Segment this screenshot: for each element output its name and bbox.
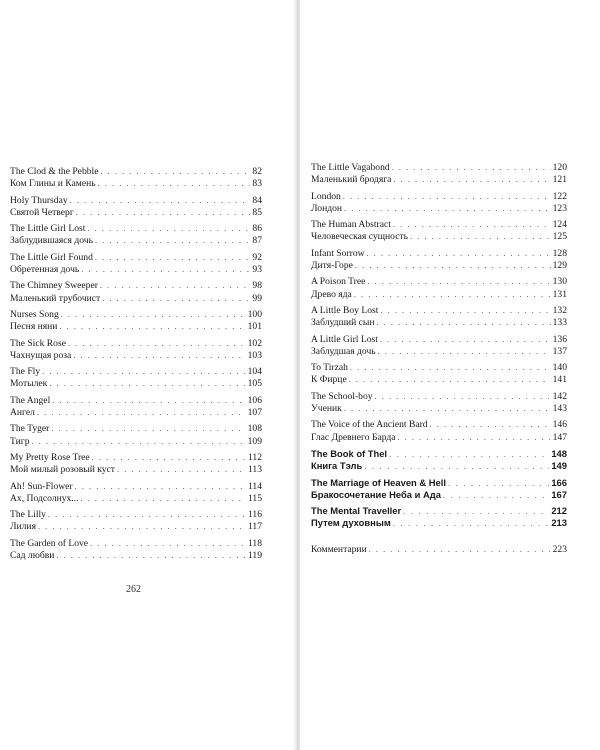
dot-leader bbox=[92, 452, 246, 464]
toc-entry bbox=[10, 395, 262, 420]
toc-title: Песня няни bbox=[10, 321, 58, 333]
dot-leader bbox=[48, 509, 246, 521]
toc-line-translation bbox=[10, 207, 262, 219]
dot-leader bbox=[380, 305, 550, 317]
dot-leader bbox=[354, 289, 551, 301]
toc-line-translation bbox=[311, 517, 567, 529]
toc-line-original bbox=[10, 338, 262, 350]
dot-leader bbox=[350, 362, 551, 374]
dot-leader bbox=[90, 538, 246, 550]
dot-leader bbox=[102, 293, 250, 305]
toc-title: The Marriage of Heaven & Hell bbox=[311, 476, 446, 488]
toc-title: Мой милый розовый куст bbox=[10, 464, 115, 476]
toc-title: Ком Глины и Камень bbox=[10, 178, 96, 190]
dot-leader bbox=[430, 419, 551, 431]
toc-entry bbox=[311, 219, 567, 244]
toc-page-number: 101 bbox=[247, 321, 262, 333]
toc-title: Чахнущая роза bbox=[10, 349, 72, 361]
dot-leader bbox=[367, 276, 550, 288]
right-page bbox=[300, 0, 600, 750]
toc-title: Сад любви bbox=[10, 550, 55, 562]
dot-leader bbox=[443, 490, 549, 502]
toc-line-original bbox=[311, 505, 567, 517]
toc-page-number: 84 bbox=[252, 194, 262, 206]
dot-leader bbox=[68, 338, 246, 350]
toc-page-number: 212 bbox=[551, 505, 567, 517]
toc-page-number: 142 bbox=[552, 390, 567, 402]
toc-title: The Lilly bbox=[10, 509, 46, 521]
toc-page-number: 83 bbox=[252, 178, 262, 190]
toc-line-original bbox=[311, 162, 567, 174]
toc-page-number: 213 bbox=[551, 517, 567, 529]
dot-leader bbox=[32, 436, 246, 448]
toc-entry bbox=[10, 452, 262, 477]
toc-title: Человеческая сущность bbox=[311, 231, 409, 243]
toc-title: The Human Abstract bbox=[311, 219, 391, 231]
dot-leader bbox=[51, 423, 245, 435]
toc-line-original bbox=[311, 477, 567, 489]
toc-page-number: 120 bbox=[552, 162, 567, 173]
toc-page-number: 125 bbox=[552, 231, 567, 243]
toc-title: London bbox=[311, 190, 341, 202]
toc-title: Древо яда bbox=[311, 288, 352, 300]
toc-title: Путем духовным bbox=[311, 517, 391, 529]
toc-line-original bbox=[10, 538, 262, 550]
toc-entry bbox=[311, 276, 567, 301]
toc-title: Дитя-Горе bbox=[311, 260, 353, 272]
toc-title: The Sick Rose bbox=[10, 337, 66, 349]
toc-title: The Little Girl Found bbox=[10, 251, 93, 263]
toc-entry bbox=[311, 305, 567, 330]
dot-leader bbox=[364, 461, 549, 473]
toc-title: The Angel bbox=[10, 394, 51, 406]
toc-line-original bbox=[10, 309, 262, 321]
toc-entry bbox=[10, 280, 262, 305]
dot-leader bbox=[403, 506, 549, 518]
toc-page-number: 123 bbox=[552, 202, 567, 214]
toc-page-number: 129 bbox=[552, 260, 567, 272]
toc-entry bbox=[311, 248, 567, 273]
dot-leader bbox=[73, 350, 245, 362]
toc-line-translation bbox=[10, 293, 262, 305]
toc-line-original bbox=[311, 419, 567, 431]
toc-page-number: 105 bbox=[247, 378, 262, 390]
dot-leader bbox=[393, 219, 551, 231]
toc-line-original bbox=[10, 395, 262, 407]
dot-leader bbox=[61, 309, 246, 321]
toc-page-number: 113 bbox=[247, 464, 262, 476]
toc-line-translation bbox=[10, 264, 262, 276]
toc-page-number: 118 bbox=[247, 537, 262, 549]
toc-page-number: 82 bbox=[252, 166, 262, 177]
toc-page-number: 108 bbox=[247, 423, 262, 435]
dot-leader bbox=[344, 203, 551, 215]
toc-title: Бракосочетание Неба и Ада bbox=[311, 488, 441, 500]
toc-title: The Mental Traveller bbox=[311, 505, 402, 517]
toc-title: The Little Vagabond bbox=[311, 162, 390, 173]
toc-title: A Little Boy Lost bbox=[311, 304, 379, 316]
dot-leader bbox=[343, 191, 551, 203]
dot-leader bbox=[70, 195, 251, 207]
toc-entry bbox=[10, 195, 262, 220]
toc-title: Комментарии bbox=[311, 543, 367, 555]
toc-line-original bbox=[311, 448, 567, 460]
toc-title: Маленький бродяга bbox=[311, 174, 392, 186]
dot-leader bbox=[380, 334, 551, 346]
dot-leader bbox=[75, 481, 246, 493]
toc-title: Заблудшая дочь bbox=[311, 345, 376, 357]
toc-line-original bbox=[10, 509, 262, 521]
toc-title: The Voice of the Ancient Bard bbox=[311, 419, 428, 431]
toc-entry bbox=[10, 538, 262, 563]
toc-page-number: 136 bbox=[552, 333, 567, 345]
dot-leader bbox=[56, 550, 246, 562]
toc-line-translation bbox=[311, 460, 567, 472]
dot-leader bbox=[369, 544, 551, 556]
left-contents-list bbox=[10, 166, 262, 566]
toc-line-original bbox=[10, 223, 262, 235]
toc-title: Обретенная дочь bbox=[10, 264, 80, 276]
toc-page-number: 85 bbox=[252, 206, 262, 218]
toc-page-number: 87 bbox=[252, 235, 262, 247]
toc-line-translation bbox=[10, 464, 262, 476]
toc-entry bbox=[10, 309, 262, 334]
toc-line-original bbox=[10, 195, 262, 207]
toc-title: The School-boy bbox=[311, 390, 373, 402]
toc-title: The Garden of Love bbox=[10, 537, 89, 549]
toc-page-number: 86 bbox=[252, 223, 262, 235]
toc-page-number: 116 bbox=[247, 509, 262, 521]
toc-page-number: 104 bbox=[247, 366, 262, 378]
dot-leader bbox=[376, 317, 550, 329]
right-contents-list bbox=[311, 162, 567, 560]
toc-line-translation bbox=[311, 289, 567, 301]
toc-title: Святой Четверг bbox=[10, 206, 74, 218]
dot-leader bbox=[76, 207, 251, 219]
toc-title: Ученик bbox=[311, 403, 342, 415]
toc-page-number: 137 bbox=[552, 345, 567, 357]
toc-title: Ангел bbox=[10, 407, 35, 419]
dot-leader bbox=[42, 366, 245, 378]
toc-line-original bbox=[311, 362, 567, 374]
toc-entry bbox=[10, 509, 262, 534]
toc-line-translation bbox=[10, 178, 262, 190]
toc-page-number: 109 bbox=[247, 435, 262, 447]
toc-page-number: 102 bbox=[247, 337, 262, 349]
toc-entry bbox=[10, 423, 262, 448]
dot-leader bbox=[378, 346, 551, 358]
toc-line-original bbox=[311, 191, 567, 203]
toc-line-translation bbox=[10, 350, 262, 362]
toc-title: Заблудившаяся дочь bbox=[10, 235, 93, 247]
dot-leader bbox=[38, 521, 246, 533]
toc-entry bbox=[311, 505, 567, 530]
toc-line-translation bbox=[10, 521, 262, 533]
toc-line-original bbox=[10, 423, 262, 435]
dot-leader bbox=[49, 378, 245, 390]
toc-title: A Poison Tree bbox=[311, 276, 366, 288]
page-number: 262 bbox=[126, 584, 141, 595]
toc-title: To Tirzah bbox=[311, 362, 348, 374]
toc-title: The Fly bbox=[10, 366, 41, 378]
toc-line-original bbox=[311, 544, 567, 556]
dot-leader bbox=[100, 166, 250, 178]
toc-page-number: 112 bbox=[247, 451, 262, 463]
dot-leader bbox=[100, 280, 250, 292]
dot-leader bbox=[95, 235, 250, 247]
dot-leader bbox=[52, 395, 245, 407]
toc-line-translation bbox=[311, 489, 567, 501]
toc-title: A Little Girl Lost bbox=[311, 333, 378, 345]
toc-line-translation bbox=[311, 403, 567, 415]
dot-leader bbox=[349, 374, 551, 386]
toc-line-translation bbox=[311, 260, 567, 272]
toc-page-number: 107 bbox=[247, 407, 262, 419]
toc-line-original bbox=[10, 481, 262, 493]
toc-page-number: 119 bbox=[247, 550, 262, 562]
dot-leader bbox=[355, 260, 551, 272]
toc-page-number: 122 bbox=[552, 190, 567, 202]
dot-leader bbox=[87, 223, 250, 235]
toc-line-translation bbox=[10, 321, 262, 333]
toc-page-number: 143 bbox=[552, 403, 567, 415]
toc-entry bbox=[10, 223, 262, 248]
toc-line-original bbox=[10, 366, 262, 378]
toc-page-number: 140 bbox=[552, 362, 567, 374]
toc-title: The Little Girl Lost bbox=[10, 223, 86, 235]
toc-page-number: 130 bbox=[552, 276, 567, 288]
toc-line-original bbox=[10, 252, 262, 264]
toc-entry bbox=[311, 448, 567, 473]
toc-entry bbox=[311, 362, 567, 387]
toc-line-translation bbox=[311, 317, 567, 329]
toc-page-number: 167 bbox=[551, 488, 567, 500]
dot-leader bbox=[393, 174, 550, 186]
toc-page-number: 98 bbox=[252, 280, 262, 292]
toc-page-number: 223 bbox=[552, 543, 567, 555]
toc-page-number: 132 bbox=[552, 304, 567, 316]
dot-leader bbox=[98, 178, 251, 190]
dot-leader bbox=[81, 264, 250, 276]
toc-page-number: 99 bbox=[252, 292, 262, 304]
toc-page-number: 148 bbox=[551, 447, 567, 459]
toc-line-translation bbox=[10, 235, 262, 247]
toc-title: Маленький трубочист bbox=[10, 292, 101, 304]
toc-page-number: 146 bbox=[552, 419, 567, 431]
toc-title: My Pretty Rose Tree bbox=[10, 451, 90, 463]
toc-title: Infant Sorrow bbox=[311, 247, 365, 259]
toc-page-number: 114 bbox=[247, 480, 262, 492]
toc-title: Мотылек bbox=[10, 378, 48, 390]
toc-page-number: 147 bbox=[552, 431, 567, 443]
toc-line-original bbox=[311, 276, 567, 288]
toc-line-original bbox=[311, 305, 567, 317]
toc-page-number: 117 bbox=[247, 521, 262, 533]
dot-leader bbox=[375, 391, 551, 403]
toc-page-number: 121 bbox=[552, 174, 567, 186]
toc-line-translation bbox=[10, 436, 262, 448]
toc-title: Глас Древнего Барда bbox=[311, 431, 396, 443]
toc-page-number: 141 bbox=[552, 374, 567, 386]
toc-page-number: 115 bbox=[247, 492, 262, 504]
toc-title: Ah! Sun-Flower bbox=[10, 480, 73, 492]
toc-page-number: 100 bbox=[247, 308, 262, 320]
toc-page-number: 103 bbox=[247, 349, 262, 361]
toc-title: Ах, Подсолнух... bbox=[10, 492, 79, 504]
dot-leader bbox=[389, 449, 549, 461]
dot-leader bbox=[392, 162, 551, 174]
toc-title: The Book of Thel bbox=[311, 447, 388, 459]
toc-line-translation bbox=[311, 231, 567, 243]
toc-line-translation bbox=[311, 346, 567, 358]
toc-title: The Chimney Sweeper bbox=[10, 280, 98, 292]
toc-entry bbox=[311, 544, 567, 556]
toc-title: Тигр bbox=[10, 435, 30, 447]
toc-page-number: 93 bbox=[252, 264, 262, 276]
toc-entry bbox=[10, 252, 262, 277]
toc-title: The Clod & the Pebble bbox=[10, 166, 99, 177]
toc-line-original bbox=[311, 334, 567, 346]
toc-page-number: 166 bbox=[551, 476, 567, 488]
dot-leader bbox=[344, 403, 551, 415]
dot-leader bbox=[410, 231, 551, 243]
dot-leader bbox=[448, 478, 549, 490]
toc-page-number: 124 bbox=[552, 219, 567, 231]
toc-page-number: 92 bbox=[252, 251, 262, 263]
toc-line-original bbox=[311, 391, 567, 403]
dot-leader bbox=[367, 248, 551, 260]
toc-entry bbox=[10, 166, 262, 191]
toc-entry bbox=[10, 366, 262, 391]
dot-leader bbox=[59, 321, 245, 333]
toc-line-translation bbox=[311, 174, 567, 186]
dot-leader bbox=[117, 464, 246, 476]
toc-entry bbox=[10, 338, 262, 363]
toc-entry bbox=[311, 191, 567, 216]
toc-line-original bbox=[311, 219, 567, 231]
toc-line-original bbox=[10, 452, 262, 464]
toc-title: Holy Thursday bbox=[10, 194, 68, 206]
toc-line-translation bbox=[311, 432, 567, 444]
toc-line-translation bbox=[311, 374, 567, 386]
dot-leader bbox=[393, 518, 550, 530]
toc-line-translation bbox=[10, 550, 262, 562]
toc-page-number: 106 bbox=[247, 394, 262, 406]
toc-line-translation bbox=[10, 493, 262, 505]
toc-title: К Фирце bbox=[311, 374, 347, 386]
toc-line-original bbox=[10, 280, 262, 292]
dot-leader bbox=[37, 407, 246, 419]
dot-leader bbox=[81, 493, 246, 505]
toc-title: Лилия bbox=[10, 521, 36, 533]
toc-entry bbox=[10, 481, 262, 506]
toc-entry bbox=[311, 419, 567, 444]
toc-line-translation bbox=[10, 378, 262, 390]
dot-leader bbox=[398, 432, 551, 444]
left-page bbox=[0, 0, 295, 750]
toc-page-number: 131 bbox=[552, 288, 567, 300]
toc-entry bbox=[311, 391, 567, 416]
toc-entry bbox=[311, 334, 567, 359]
toc-title: The Tyger bbox=[10, 423, 50, 435]
toc-line-original bbox=[10, 166, 262, 178]
toc-page-number: 128 bbox=[552, 247, 567, 259]
toc-line-translation bbox=[311, 203, 567, 215]
toc-entry bbox=[311, 477, 567, 502]
toc-title: Лондон bbox=[311, 202, 343, 214]
toc-line-translation bbox=[10, 407, 262, 419]
toc-line-original bbox=[311, 248, 567, 260]
toc-page-number: 149 bbox=[551, 460, 567, 472]
toc-title: Заблудший сын bbox=[311, 317, 375, 329]
dot-leader bbox=[95, 252, 251, 264]
toc-title: Книга Тэль bbox=[311, 460, 363, 472]
toc-title: Nurses Song bbox=[10, 308, 59, 320]
toc-page-number: 133 bbox=[552, 317, 567, 329]
toc-entry bbox=[311, 162, 567, 187]
